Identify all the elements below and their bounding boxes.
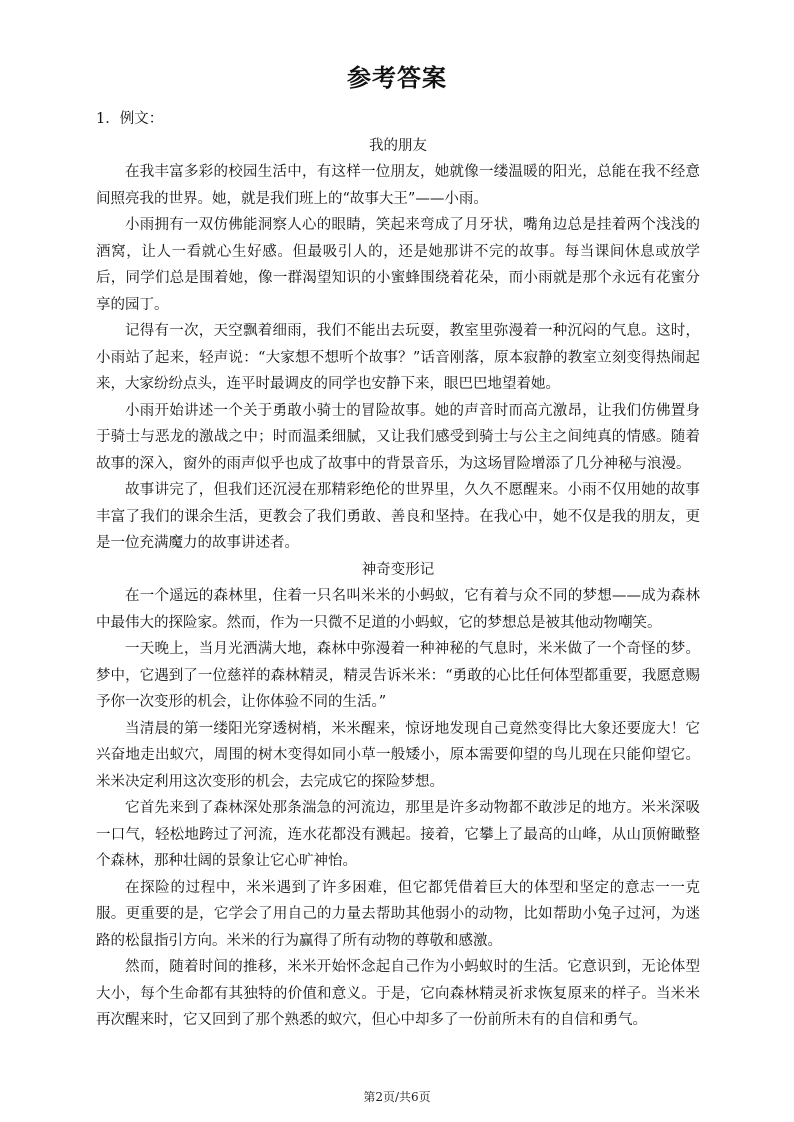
essay-2-paragraph-4: 它首先来到了森林深处那条湍急的河流边，那里是许多动物都不敢涉足的地方。米米深吸一口气，轻松地跨过了河流，连水花都没有溅起。接着，它攀上了最高的山峰，从山顶俯瞰整个森林，那种壮阔的景象让它心旷神怡。 (96, 800, 700, 869)
essay-1-paragraph-3: 记得有一次，天空飘着细雨，我们不能出去玩耍，教室里弥漫着一种沉闷的气息。这时，小雨站了起来，轻声说：“大家想不想听个故事？”话音刚落，原本寂静的教室立刻变得热闹起来，大家纷纷点头，连平时最调皮的同学也安静下来，眼巴巴地望着她。 (96, 323, 700, 392)
essay-2-paragraph-2: 一天晚上，当月光洒满大地，森林中弥漫着一种神秘的气息时，米米做了一个奇怪的梦。梦中，它遇到了一位慈祥的森林精灵，精灵告诉米米：“勇敢的心比任何体型都重要，我愿意赐予你一次变形的机会，让你体验不同的生活。” (96, 641, 700, 710)
question-label: 1．例文： (96, 111, 164, 127)
essay-2-title: 神奇变形记 (361, 561, 435, 578)
essay-2-paragraph-5: 在探险的过程中，米米遇到了许多困难，但它都凭借着巨大的体型和坚定的意志一一克服。更重要的是，它学会了用自己的力量去帮助其他弱小的动物，比如帮助小兔子过河，为迷路的松鼠指引方向。米米的行为赢得了所有动物的尊敬和感激。 (96, 879, 700, 949)
essay-2-paragraph-6: 然而，随着时间的推移，米米开始怀念起自己作为小蚂蚁时的生活。它意识到，无论体型大小，每个生命都有其独特的价值和意义。于是，它向森林精灵祈求恢复原来的样子。当米米再次醒来时，它又回到了那个熟悉的蚁穴，但心中却多了一份前所未有的自信和勇气。 (96, 959, 700, 1028)
page-footer: 第2页/共6页 (363, 1090, 431, 1104)
essay-1-paragraph-1: 在我丰富多彩的校园生活中，有这样一位朋友，她就像一缕温暖的阳光，总能在我不经意间照亮我的世界。她，就是我们班上的“故事大王”——小雨。 (96, 164, 700, 207)
essay-1-paragraph-5: 故事讲完了，但我们还沉浸在那精彩绝伦的世界里，久久不愿醒来。小雨不仅用她的故事丰富了我们的课余生活，更教会了我们勇敢、善良和坚持。在我心中，她不仅是我的朋友，更是一位充满魔力的故事讲述者。 (96, 482, 700, 551)
essay-2-paragraph-3: 当清晨的第一缕阳光穿透树梢，米米醒来，惊讶地发现自己竟然变得比大象还要庞大！它兴奋地走出蚁穴，周围的树木变得如同小草一般矮小，原本需要仰望的鸟儿现在只能仰望它。米米决定利用这次变形的机会，去完成它的探险梦想。 (96, 720, 700, 790)
answer-content (96, 106, 700, 1034)
essay-1-paragraph-4: 小雨开始讲述一个关于勇敢小骑士的冒险故事。她的声音时而高亢激昂，让我们仿佛置身于骑士与恶龙的激战之中；时而温柔细腻，又让我们感受到骑士与公主之间纯真的情感。随着故事的深入，窗外的雨声似乎也成了故事中的背景音乐，为这场冒险增添了几分神秘与浪漫。 (96, 402, 700, 472)
essay-1-paragraph-2: 小雨拥有一双仿佛能洞察人心的眼睛，笑起来弯成了月牙状，嘴角边总是挂着两个浅浅的酒窝，让人一看就心生好感。但最吸引人的，还是她那讲不完的故事。每当课间休息或放学后，同学们总是围着她，像一群渴望知识的小蜜蜂围绕着花朵，而小雨就是那个永远有花蜜分享的园丁。 (96, 217, 700, 313)
page-title: 参考答案 (347, 64, 447, 92)
essay-2-paragraph-1: 在一个遥远的森林里，住着一只名叫米米的小蚂蚁，它有着与众不同的梦想——成为森林中最伟大的探险家。然而，作为一只微不足道的小蚂蚁，它的梦想总是被其他动物嘲笑。 (96, 588, 700, 631)
essay-1-title: 我的朋友 (369, 137, 427, 154)
